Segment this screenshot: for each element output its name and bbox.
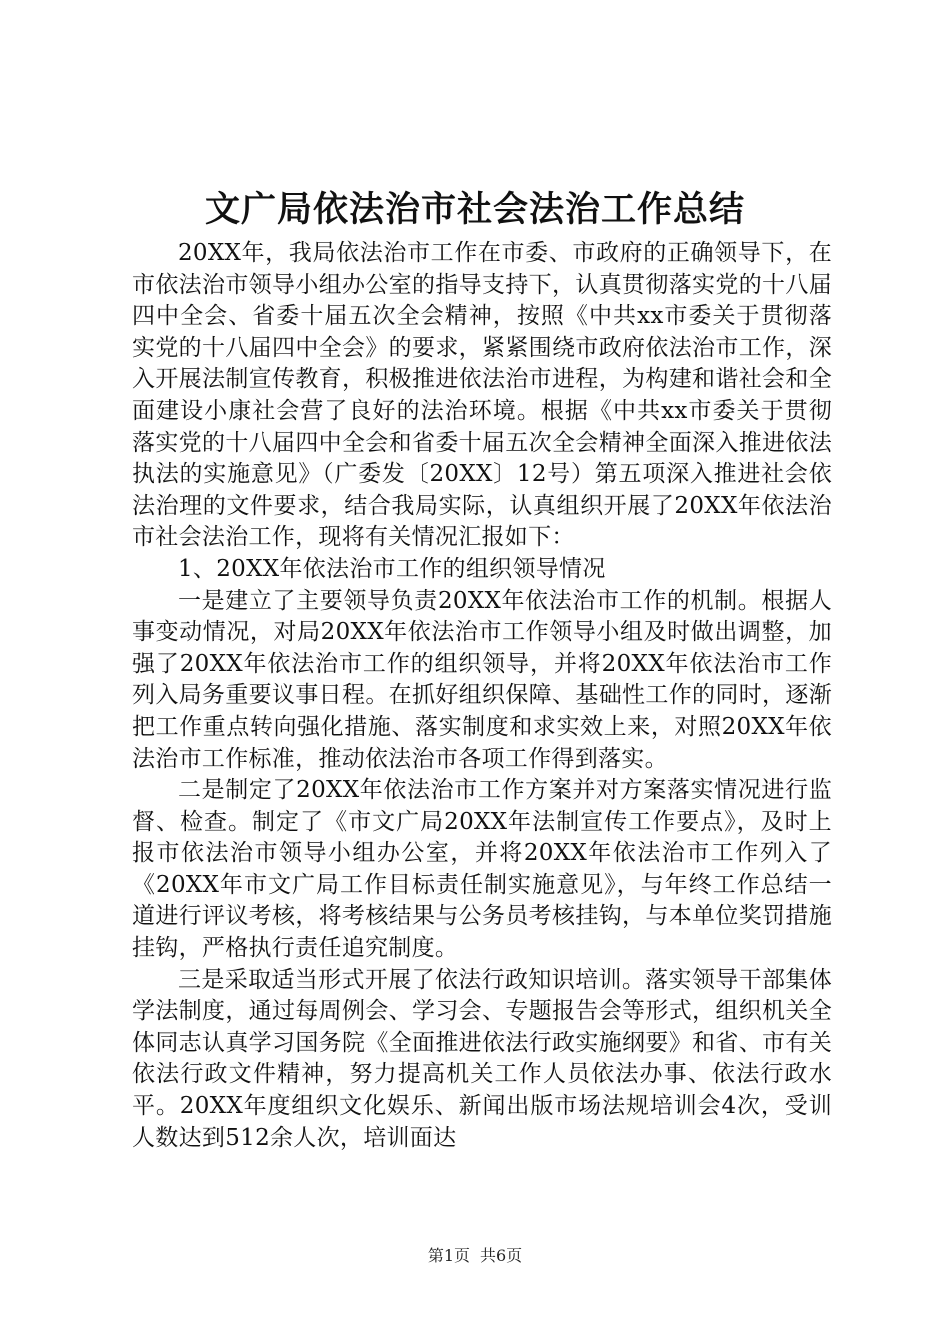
paragraph-point-3: 三是采取适当形式开展了依法行政知识培训。落实领导干部集体学法制度，通过每周例会、学习会、专题报告会等形式，组织机关全体同志认真学习国务院《全面推进依法行政实施纲要》和省、市有关依法行政文件精神，努力提高机关工作人员依法办事、依法行政水平。20XX年度组织文化娱乐、新闻出版市场法规培训会4次，受训人数达到512余人次，培训面达 xyxy=(132,966,832,1151)
paragraph-point-1: 一是建立了主要领导负责20XX年依法治市工作的机制。根据人事变动情况，对局20XX年依法治市工作领导小组及时做出调整，加强了20XX年依法治市工作的组织领导，并将20XX年依法治市工作列入局务重要议事日程。在抓好组织保障、基础性工作的同时，逐渐把工作重点转向强化措施、落实制度和求实效上来，对照20XX年依法治市工作标准，推动依法治市各项工作得到落实。 xyxy=(132,587,832,772)
page-number: 第1页 xyxy=(427,1246,470,1265)
page-footer xyxy=(0,1245,950,1267)
paragraph-point-2: 二是制定了20XX年依法治市工作方案并对方案落实情况进行监督、检查。制定了《市文广局20XX年法制宣传工作要点》，及时上报市依法治市领导小组办公室，并将20XX年依法治市工作列入了《20XX年市文广局工作目标责任制实施意见》，与年终工作总结一道进行评议考核，将考核结果与公务员考核挂钩，与本单位奖罚措施挂钩，严格执行责任追究制度。 xyxy=(132,777,832,962)
document-title: 文广局依法治市社会法治工作总结 xyxy=(204,189,745,230)
paragraph-intro: 20XX年，我局依法治市工作在市委、市政府的正确领导下，在市依法治市领导小组办公室的指导支持下，认真贯彻落实党的十八届四中全会、省委十届五次全会精神，按照《中共xx市委关于贯彻落实党的十八届四中全会》的要求，紧紧围绕市政府依法治市工作，深入开展法制宣传教育，积极推进依法治市进程，为构建和谐社会和全面建设小康社会营了良好的法治环境。根据《中共xx市委关于贯彻落实党的十八届四中全会和省委十届五次全会精神全面深入推进依法执法的实施意见》（广委发〔20XX〕12号）第五项深入推进社会依法治理的文件要求，结合我局实际，认真组织开展了20XX年依法治市社会法治工作，现将有关情况汇报如下： xyxy=(132,240,832,551)
page-total: 共6页 xyxy=(480,1246,523,1265)
document-body xyxy=(132,238,832,1154)
section-heading-1: 1、20XX年依法治市工作的组织领导情况 xyxy=(178,555,606,582)
